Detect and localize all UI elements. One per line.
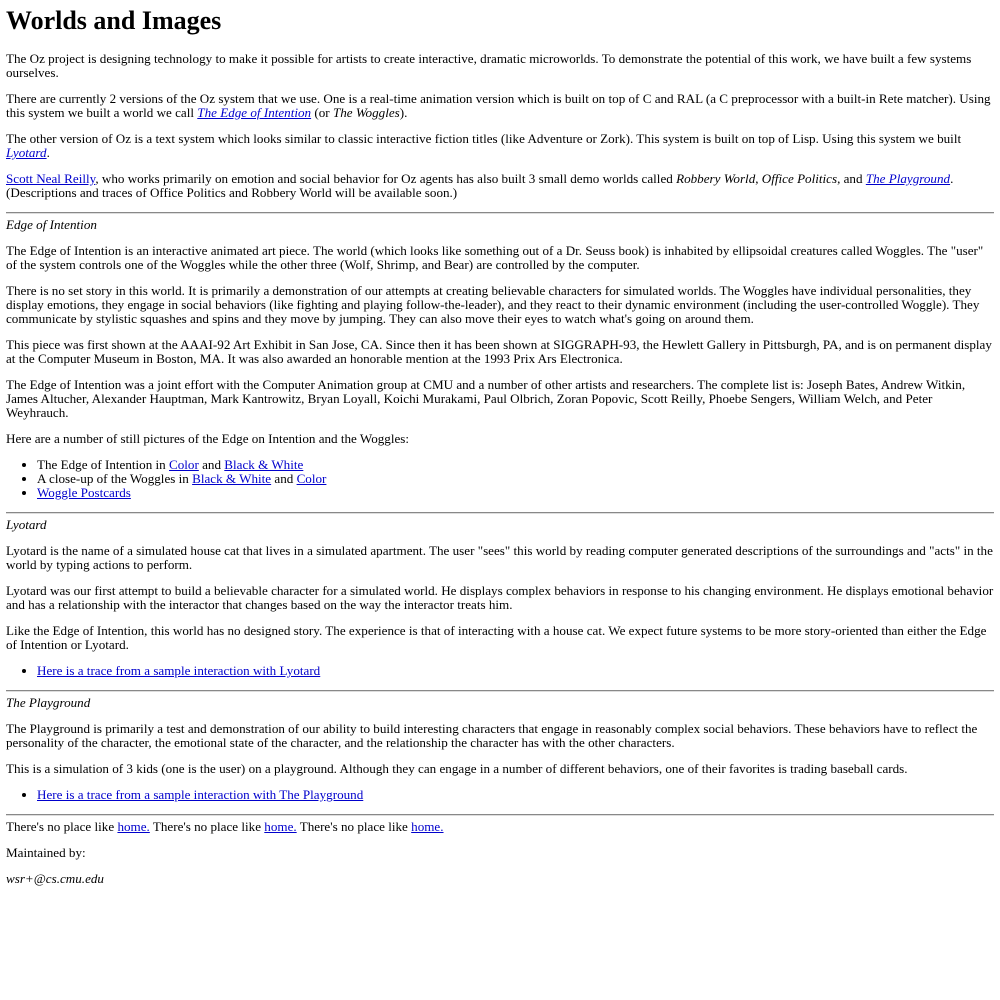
home-link-1[interactable]: home. [117, 819, 150, 834]
intro-paragraph-1: The Oz project is designing technology to make it possible for artists to create interactive, dramatic microworlds. To demonstrate the potential of this work, we have built a few systems ourselves. [6, 51, 972, 80]
lyotard-paragraph-3: Like the Edge of Intention, this world has no designed story. The experience is that of interacting with a house cat. We expect future systems to be more story-oriented than either the Edge of Intention or Lyotard. [6, 623, 987, 652]
list-item [37, 486, 994, 500]
edge-color-link[interactable]: Color [169, 457, 199, 472]
edge-paragraph-1: The Edge of Intention is an interactive animated art piece. The world (which looks like something out of a Dr. Seuss book) is inhabited by ellipsoidal creatures called Woggles. The "user" of the system controls one of the Woggles while the other three (Wolf, Shrimp, and Bear) are controlled by the computer. [6, 243, 984, 272]
divider [6, 512, 994, 514]
edge-paragraph-4: The Edge of Intention was a joint effort with the Computer Animation group at CMU and a number of other artists and researchers. The complete list is: Joseph Bates, Andrew Witkin, James Altucher, Alexander Hauptman, Mark Kantrowitz, Bryan Loyall, Koichi Murakami, Paul Olbrich, Zoran Popovic, Scott Reilly, Phoebe Sengers, William Welch, and Peter Weyhrauch. [6, 377, 966, 420]
list-item [37, 472, 994, 486]
intro-paragraph-3 [6, 132, 994, 160]
home-prefix-text: There's no place like [152, 819, 265, 834]
edge-bw-link[interactable]: Black & White [224, 457, 304, 472]
edge-picture-list [6, 458, 994, 500]
list-item-text: A close-up of the Woggles in [37, 471, 193, 486]
home-prefix-text: There's no place like [6, 819, 118, 834]
intro-p2-text-c: ). [399, 105, 408, 120]
intro-p4-sep-2: , and [837, 171, 866, 186]
playground-paragraph-2: This is a simulation of 3 kids (one is the user) on a playground. Although they can engage in a number of different behaviors, one of their favorites is trading baseball cards. [6, 761, 908, 776]
page-title: Worlds and Images [6, 6, 222, 35]
intro-p4-sep-1: , [755, 171, 762, 186]
divider [6, 212, 994, 214]
section-heading-edge: Edge of Intention [6, 217, 97, 232]
intro-p2-text-a: There are currently 2 versions of the Oz system that we use. One is a real-time animation version which is built on top of C and RAL (a C preprocessor with a built-in Rete matcher). Using this system we built a world we call [6, 91, 991, 120]
intro-paragraph-2 [6, 92, 994, 120]
intro-p4-text-a: , who works primarily on emotion and social behavior for Oz agents has also built 3 small demo worlds called [95, 171, 677, 186]
intro-p4-text-b: . (Descriptions and traces of Office Politics and Robbery World will be available soon.) [6, 171, 954, 200]
lyotard-link[interactable]: Lyotard [6, 145, 47, 160]
playground-paragraph-1: The Playground is primarily a test and demonstration of our ability to build interesting characters that engage in reasonably complex social behaviors. These behaviors have to reflect the personality of the character, the emotional state of the character, and the relationship the character has with the other characters. [6, 721, 978, 750]
edge-paragraph-3: This piece was first shown at the AAAI-92 Art Exhibit in San Jose, CA. Since then it has been shown at SIGGRAPH-93, the Hewlett Gallery in Pittsburgh, PA, and is on permanent display at the Computer Museum in Boston, MA. It was also awarded an honorable mention at the 1993 Prix Ars Electronica. [6, 337, 992, 366]
intro-p2-text-b: (or [311, 105, 333, 120]
woggles-title: The Woggles [332, 105, 400, 120]
intro-p3-text-b: . [46, 145, 50, 160]
intro-paragraph-4 [6, 172, 994, 200]
playground-link[interactable]: The Playground [865, 171, 951, 186]
list-item [37, 664, 994, 678]
woggle-postcards-link[interactable]: Woggle Postcards [37, 485, 131, 500]
lyotard-trace-list [6, 664, 994, 678]
list-item-text: and [271, 471, 297, 486]
robbery-world-title: Robbery World [676, 171, 756, 186]
list-item-text: and [198, 457, 225, 472]
maintainer-email: wsr+@cs.cmu.edu [6, 871, 104, 886]
divider [6, 814, 994, 816]
section-heading-playground: The Playground [6, 695, 91, 710]
edge-of-intention-link[interactable]: The Edge of Intention [197, 105, 312, 120]
scott-neal-reilly-link[interactable]: Scott Neal Reilly [6, 171, 96, 186]
home-link-2[interactable]: home. [264, 819, 297, 834]
list-item [37, 458, 994, 472]
section-heading-lyotard: Lyotard [6, 517, 47, 532]
closeup-color-link[interactable]: Color [296, 471, 327, 486]
home-link-3[interactable]: home. [411, 819, 444, 834]
maintained-by-label: Maintained by: [6, 845, 86, 860]
list-item-text: The Edge of Intention in [37, 457, 169, 472]
playground-trace-list [6, 788, 994, 802]
intro-p3-text-a: The other version of Oz is a text system which looks similar to classic interactive fiction titles (like Adventure or Zork). This system is built on top of Lisp. Using this system we built [6, 131, 962, 146]
lyotard-paragraph-2: Lyotard was our first attempt to build a believable character for a simulated world. He displays complex behaviors in response to his changing environment. He displays emotional behavior and has a relationship with the interactor that changes based on the way the interactor treats him. [6, 583, 994, 612]
edge-paragraph-2: There is no set story in this world. It is primarily a demonstration of our attempts at creating believable characters for simulated worlds. The Woggles have individual personalities, they display emotions, they engage in social behaviors (like fighting and playing follow-the-leader), and they react to their dynamic environment (including the user-controlled Woggle). They communicate by stylistic squashes and spins and they move by jumping. They can also move their eyes to watch what's going on around them. [6, 283, 980, 326]
home-links-line [6, 820, 994, 834]
list-item [37, 788, 994, 802]
closeup-bw-link[interactable]: Black & White [192, 471, 272, 486]
playground-trace-link[interactable]: Here is a trace from a sample interaction with The Playground [37, 787, 364, 802]
divider [6, 690, 994, 692]
edge-paragraph-5: Here are a number of still pictures of the Edge on Intention and the Woggles: [6, 431, 410, 446]
lyotard-paragraph-1: Lyotard is the name of a simulated house cat that lives in a simulated apartment. The user "sees" this world by reading computer generated descriptions of the surroundings and "acts" in the world by typing actions to perform. [6, 543, 993, 572]
office-politics-title: Office Politics [761, 171, 838, 186]
lyotard-trace-link[interactable]: Here is a trace from a sample interaction with Lyotard [37, 663, 321, 678]
home-prefix-text: There's no place like [299, 819, 412, 834]
